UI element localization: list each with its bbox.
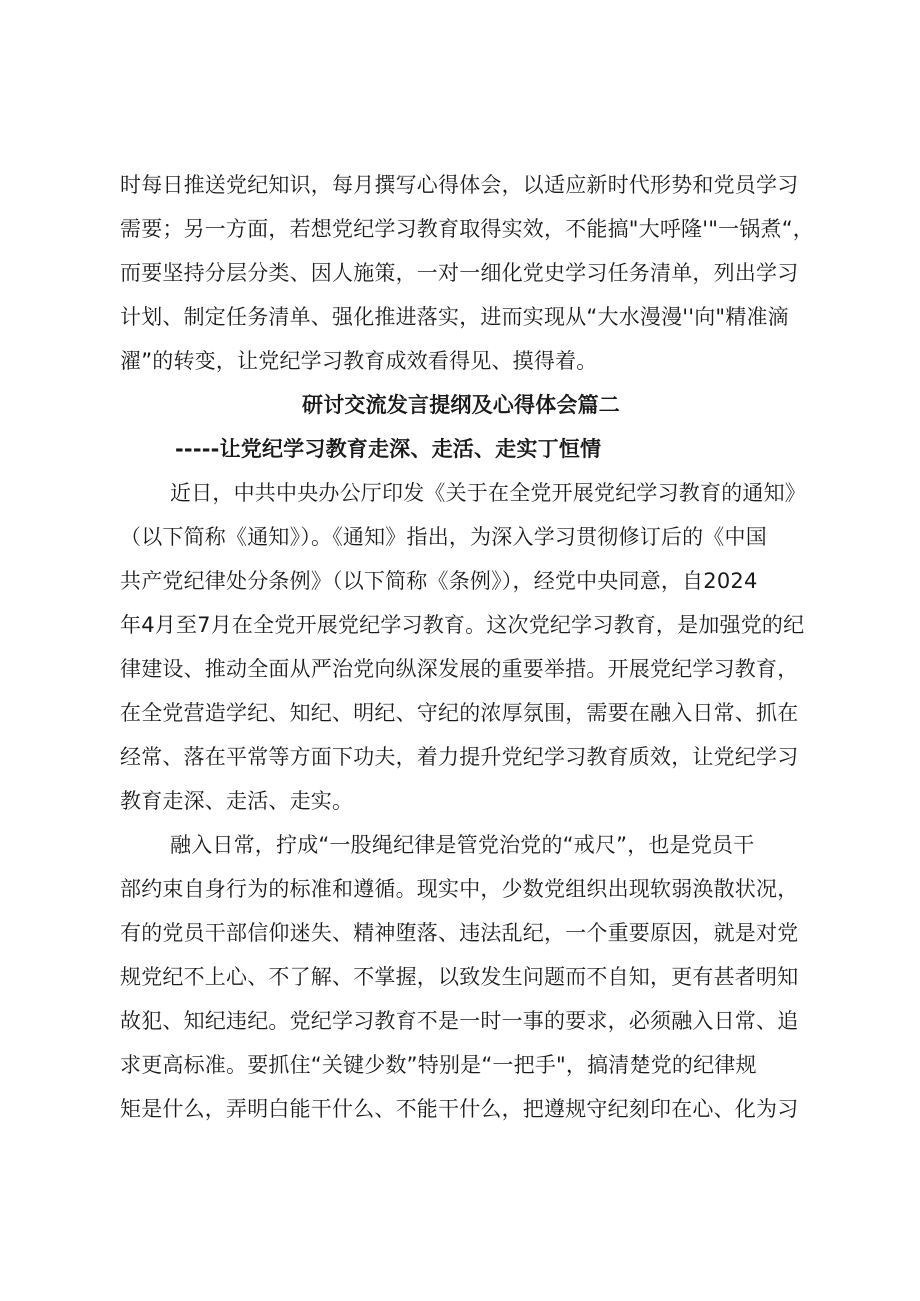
text-line: 在全党营造学纪、知纪、明纪、守纪的浓厚氛围，需要在融入日常、抓在 <box>120 701 799 725</box>
text-line: 教育走深、走活、走实。 <box>120 789 354 813</box>
text-line: （以下简称《通知》）。《通知》指出，为深入学习贯彻修订后的《中国 <box>120 525 767 549</box>
text-line: 而要坚持分层分类、因人施策，一对一细化党史学习任务清单，列出学习 <box>120 261 799 285</box>
text-line: 规党纪不上心、不了解、不掌握，以致发生问题而不自知，更有甚者明知 <box>120 965 799 989</box>
text-line: 共产党纪律处分条例》（以下简称《条例》），经党中央同意，自2024 <box>120 569 758 593</box>
text-line: 有的党员干部信仰迷失、精神堕落、违法乱纪，一个重要原因，就是对党 <box>120 921 799 945</box>
text-line: 部约束自身行为的标准和遵循。现实中，少数党组织出现软弱涣散状况， <box>120 877 799 901</box>
text-line: 律建设、推动全面从严治党向纵深发展的重要举措。开展党纪学习教育， <box>120 657 799 681</box>
text-line: 矩是什么，弄明白能干什么、不能干什么，把遵规守纪刻印在心、化为习 <box>120 1097 799 1121</box>
text-line: 近日，中共中央办公厅印发《关于在全党开展党纪学习教育的通知》 <box>170 481 806 505</box>
text-line: 经常、落在平常等方面下功夫，着力提升党纪学习教育质效，让党纪学习 <box>120 745 799 769</box>
text-line: 求更高标准。要抓住“关键少数”特别是“一把手"，搞清楚党的纪律规 <box>120 1053 757 1077</box>
text-line: 计划、制定任务清单、强化推进落实，进而实现从“大水漫漫''向"精准滴 <box>120 305 789 329</box>
text-line: 故犯、知纪违纪。党纪学习教育不是一时一事的要求，必须融入日常、追 <box>120 1009 799 1033</box>
text-line: 融入日常，拧成“一股绳纪律是管党治党的“戒尺”，也是党员干 <box>170 833 755 857</box>
text-line: 时每日推送党纪知识，每月撰写心得体会，以适应新时代形势和党员学习 <box>120 173 799 197</box>
text-line: 需要；另一方面，若想党纪学习教育取得实效，不能搞"大呼隆'"一锅煮“， <box>120 217 814 241</box>
section-heading: 研讨交流发言提纲及心得体会篇二 <box>302 393 620 417</box>
text-line: 年4月至7月在全党开展党纪学习教育。这次党纪学习教育，是加强党的纪 <box>120 613 805 637</box>
text-line: 濯”的转变，让党纪学习教育成效看得见、摸得着。 <box>120 349 598 373</box>
section-subheading: -----让党纪学习教育走深、走活、走实丁恒情 <box>175 437 602 461</box>
